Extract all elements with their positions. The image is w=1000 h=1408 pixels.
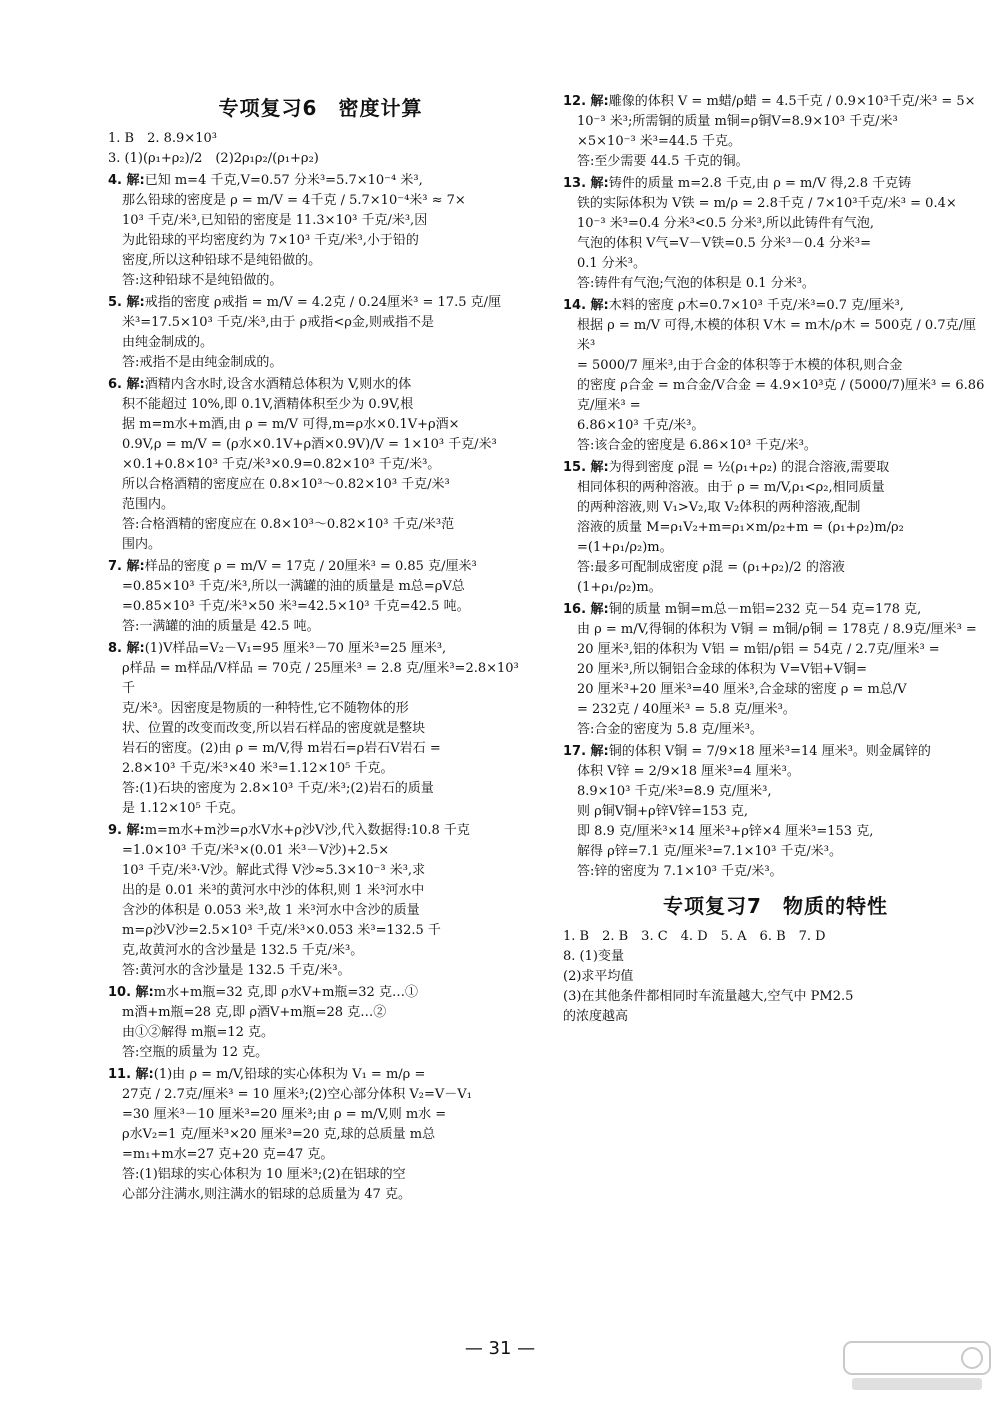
- answer-text: 答:这种铅球不是纯铅做的。: [122, 273, 283, 288]
- answer-text: m酒+m瓶=28 克,即 ρ酒V+m瓶=28 克…②: [122, 1005, 387, 1020]
- answer-line: [108, 333, 533, 353]
- answer-line: [108, 719, 533, 739]
- answer-line: [108, 1065, 533, 1085]
- question-number: 6. 解:: [108, 377, 145, 392]
- answer-text: 8. (1)变量: [563, 949, 624, 964]
- answer-line: [108, 375, 533, 395]
- answer-text: 答:锌的密度为 7.1×10³ 千克/米³。: [577, 864, 783, 879]
- answer-line: [108, 293, 533, 313]
- answer-line: [108, 941, 533, 961]
- answer-line: [563, 92, 988, 112]
- answer-line: [563, 927, 988, 947]
- question-number: 11. 解:: [108, 1067, 154, 1082]
- answer-line: [108, 1105, 533, 1125]
- answer-item: [108, 639, 533, 819]
- answer-line: [563, 822, 988, 842]
- answer-line: [108, 191, 533, 211]
- answer-text: 10³ 千克/米³,已知铅的密度是 11.3×10³ 千克/米³,因: [122, 213, 428, 228]
- answer-text: 1. B 2. B 3. C 4. D 5. A 6. B 7. D: [563, 929, 826, 944]
- answer-text: m=ρ沙V沙=2.5×10³ 千克/米³×0.053 米³=132.5 千: [122, 923, 441, 938]
- answer-line: [108, 171, 533, 191]
- answer-line: [108, 271, 533, 291]
- answer-text: = 5000/7 厘米³,由于合金的体积等于木模的体积,则合金: [577, 358, 903, 373]
- answer-text: 即 8.9 克/厘米³×14 厘米³+ρ锌×4 厘米³=153 克,: [577, 824, 874, 839]
- answer-line: [108, 983, 533, 1003]
- answer-line: [108, 313, 533, 333]
- answer-item: [563, 92, 988, 172]
- answer-text: 答:戒指不是由纯金制成的。: [122, 355, 283, 370]
- answer-line: [563, 112, 988, 132]
- answer-line: [563, 356, 988, 376]
- answer-line: [108, 1145, 533, 1165]
- answer-line: [108, 921, 533, 941]
- answer-line: [108, 841, 533, 861]
- answer-line: [108, 415, 533, 435]
- answer-text: 铜的质量 m铜=m总－m铝=232 克－54 克=178 克,: [608, 602, 922, 617]
- answer-line: [108, 739, 533, 759]
- answer-line: [108, 617, 533, 637]
- answer-text: 含沙的体积是 0.053 米³,故 1 米³河水中含沙的质量: [122, 903, 420, 918]
- answer-text: 所以合格酒精的密度应在 0.8×10³～0.82×10³ 千克/米³: [122, 477, 450, 492]
- answer-line: [563, 538, 988, 558]
- answer-text: 积不能超过 10%,即 0.1V,酒精体积至少为 0.9V,根: [122, 397, 414, 412]
- answer-item: [108, 821, 533, 981]
- answer-line: [563, 640, 988, 660]
- answer-text: 答:(1)石块的密度为 2.8×10³ 千克/米³;(2)岩石的质量: [122, 781, 434, 796]
- answer-line: [108, 495, 533, 515]
- answer-text: =0.85×10³ 千克/米³,所以一满罐的油的质量是 m总=ρV总: [122, 579, 465, 594]
- answer-text: 的密度 ρ合金 = m合金/V合金 = 4.9×10³克 / (5000/7)厘米³ = 6.86 克/厘米³ =: [577, 378, 985, 413]
- answer-text: 铁的实际体积为 V铁 = m/ρ = 2.8千克 / 7×10³千克/米³ = 0.4×: [577, 196, 957, 211]
- answer-item: [108, 293, 533, 373]
- answer-text: = 232克 / 40厘米³ = 5.8 克/厘米³。: [577, 702, 796, 717]
- answer-text: 0.9V,ρ = m/V = (ρ水×0.1V+ρ酒×0.9V)/V = 1×10³ 千克/米³: [122, 437, 497, 452]
- answer-line: [108, 1023, 533, 1043]
- answer-line: [108, 597, 533, 617]
- answer-line: [108, 535, 533, 555]
- answer-text: =0.85×10³ 千克/米³×50 米³=42.5×10³ 千克=42.5 吨。: [122, 599, 470, 614]
- answer-line: [563, 152, 988, 172]
- answer-text: 铸件的质量 m=2.8 千克,由 ρ = m/V 得,2.8 千克铸: [608, 176, 912, 191]
- answer-line: [108, 231, 533, 251]
- question-number: 10. 解:: [108, 985, 154, 1000]
- answer-line: [563, 1007, 988, 1027]
- answer-item: [108, 171, 533, 291]
- answer-line: [108, 395, 533, 415]
- answer-item: [563, 600, 988, 740]
- answer-text: 3. (1)(ρ₁+ρ₂)/2 (2)2ρ₁ρ₂/(ρ₁+ρ₂): [108, 151, 319, 166]
- answer-text: m=m水+m沙=ρ水V水+ρ沙V沙,代入数据得:10.8 千克: [144, 823, 470, 838]
- answer-text: 由 ρ = m/V,得铜的体积为 V铜 = m铜/ρ铜 = 178克 / 8.9克/厘米³ =: [577, 622, 977, 637]
- answer-text: 根据 ρ = m/V 可得,木模的体积 V木 = m木/ρ木 = 500克 / 0.7克/厘米³: [577, 318, 976, 353]
- answer-text: 戒指的密度 ρ戒指 = m/V = 4.2克 / 0.24厘米³ = 17.5 克/厘: [144, 295, 501, 310]
- answer-item: [108, 375, 533, 555]
- answer-text: 密度,所以这种铅球不是纯铅做的。: [122, 253, 322, 268]
- answer-line: [108, 515, 533, 535]
- answer-line: [108, 961, 533, 981]
- answer-text: 为得到密度 ρ混 = ½(ρ₁+ρ₂) 的混合溶液,需要取: [608, 460, 890, 475]
- answer-line: [563, 132, 988, 152]
- right-column: [563, 92, 988, 1029]
- question-number: 17. 解:: [563, 744, 609, 759]
- answer-text: 雕像的体积 V = m蜡/ρ蜡 = 4.5千克 / 0.9×10³千克/米³ = 5×: [608, 94, 976, 109]
- answer-line: [108, 639, 533, 659]
- section-title-7: 专项复习7 物质的特性: [663, 894, 888, 918]
- left-column: [108, 92, 533, 1207]
- answer-line: [108, 1043, 533, 1063]
- answer-text: 解得 ρ锌=7.1 克/厘米³=7.1×10³ 千克/米³。: [577, 844, 843, 859]
- question-number: 12. 解:: [563, 94, 609, 109]
- watermark-logo-icon: [842, 1338, 992, 1394]
- answer-line: [563, 720, 988, 740]
- answer-text: (3)在其他条件都相同时车流量越大,空气中 PM2.5: [563, 989, 854, 1004]
- answer-line: [563, 416, 988, 436]
- answer-text: ρ样品 = m样品/V样品 = 70克 / 25厘米³ = 2.8 克/厘米³=2.8×10³ 千: [122, 661, 519, 696]
- answer-line: [563, 558, 988, 578]
- answer-text: 木料的密度 ρ木=0.7×10³ 千克/米³=0.7 克/厘米³,: [608, 298, 904, 313]
- answer-text: 答:该合金的密度是 6.86×10³ 千克/米³。: [577, 438, 817, 453]
- answer-text: ×5×10⁻³ 米³=44.5 千克。: [577, 134, 741, 149]
- answer-line: [108, 659, 533, 699]
- answer-item: [563, 296, 988, 456]
- answer-text: 的两种溶液,则 V₁>V₂,取 V₂体积的两种溶液,配制: [577, 500, 861, 515]
- answer-text: 样品的密度 ρ = m/V = 17克 / 20厘米³ = 0.85 克/厘米³: [144, 559, 477, 574]
- answer-text: 那么铅球的密度是 ρ = m/V = 4千克 / 5.7×10⁻⁴米³ ≈ 7×: [122, 193, 466, 208]
- answer-line: [563, 274, 988, 294]
- answer-line: [108, 779, 533, 799]
- answer-line: [108, 577, 533, 597]
- answer-text: 体积 V锌 = 2/9×18 厘米³=4 厘米³。: [577, 764, 800, 779]
- answer-text: 27克 / 2.7克/厘米³ = 10 厘米³;(2)空心部分体积 V₂=V－V₁: [122, 1087, 472, 1102]
- answer-line: [563, 436, 988, 456]
- answer-line: [108, 557, 533, 577]
- answer-text: 10⁻³ 米³=0.4 分米³<0.5 分米³,所以此铸件有气泡,: [577, 216, 875, 231]
- answer-text: 答:至少需要 44.5 千克的铜。: [577, 154, 749, 169]
- answer-text: 由纯金制成的。: [122, 335, 214, 350]
- answer-text: ×0.1+0.8×10³ 千克/米³×0.9=0.82×10³ 千克/米³。: [122, 457, 441, 472]
- answer-line: [563, 680, 988, 700]
- question-number: 13. 解:: [563, 176, 609, 191]
- answer-text: 心部分注满水,则注满水的铝球的总质量为 47 克。: [122, 1187, 411, 1202]
- answer-line: [563, 376, 988, 416]
- answer-item: [563, 742, 988, 882]
- answer-text: 10⁻³ 米³;所需铜的质量 m铜=ρ铜V=8.9×10³ 千克/米³: [577, 114, 898, 129]
- question-number: 15. 解:: [563, 460, 609, 475]
- answer-text: =30 厘米³－10 厘米³=20 厘米³;由 ρ = m/V,则 m水 =: [122, 1107, 447, 1122]
- answer-line: [563, 762, 988, 782]
- answer-item: [108, 129, 533, 169]
- answer-line: [108, 353, 533, 373]
- answer-text: 答:铸件有气泡;气泡的体积是 0.1 分米³。: [577, 276, 815, 291]
- answer-line: [563, 478, 988, 498]
- answer-text: 6.86×10³ 千克/米³。: [577, 418, 705, 433]
- answer-line: [563, 742, 988, 762]
- answer-text: 为此铅球的平均密度约为 7×10³ 千克/米³,小于铅的: [122, 233, 419, 248]
- question-number: 9. 解:: [108, 823, 145, 838]
- answer-item: [108, 983, 533, 1063]
- answer-line: [108, 901, 533, 921]
- answer-line: [108, 211, 533, 231]
- answer-text: (1)V样品=V₂－V₁=95 厘米³－70 厘米³=25 厘米³,: [144, 641, 447, 656]
- answer-line: [563, 700, 988, 720]
- answer-text: 是 1.12×10⁵ 千克。: [122, 801, 244, 816]
- answer-text: 答:合金的密度为 5.8 克/厘米³。: [577, 722, 763, 737]
- answer-text: m水+m瓶=32 克,即 ρ水V+m瓶=32 克…①: [153, 985, 418, 1000]
- answer-line: [108, 1185, 533, 1205]
- answer-text: 0.1 分米³。: [577, 256, 647, 271]
- answer-text: 的浓度越高: [563, 1009, 629, 1024]
- answer-text: (2)求平均值: [563, 969, 634, 984]
- answer-line: [563, 620, 988, 640]
- answer-line: [108, 1165, 533, 1185]
- answer-text: 岩石的密度。(2)由 ρ = m/V,得 m岩石=ρ岩石V岩石 =: [122, 741, 441, 756]
- answer-line: [108, 1125, 533, 1145]
- answer-item: [108, 1065, 533, 1205]
- answer-line: [563, 296, 988, 316]
- question-number: 7. 解:: [108, 559, 145, 574]
- answer-text: 答:空瓶的质量为 12 克。: [122, 1045, 269, 1060]
- answer-item: [563, 458, 988, 598]
- answer-text: 由①②解得 m瓶=12 克。: [122, 1025, 275, 1040]
- answer-text: 克/米³。因密度是物质的一种特性,它不随物体的形: [122, 701, 409, 716]
- answer-text: 1. B 2. 8.9×10³: [108, 131, 217, 146]
- answer-line: [563, 518, 988, 538]
- answer-text: ρ水V₂=1 克/厘米³×20 厘米³=20 克,球的总质量 m总: [122, 1127, 436, 1142]
- answer-line: [108, 435, 533, 455]
- answer-text: 8.9×10³ 千克/米³=8.9 克/厘米³,: [577, 784, 772, 799]
- answer-line: [563, 987, 988, 1007]
- answer-text: 20 厘米³,铝的体积为 V铝 = m铝/ρ铝 = 54克 / 2.7克/厘米³ =: [577, 642, 940, 657]
- answer-line: [108, 861, 533, 881]
- answer-text: 答:合格酒精的密度应在 0.8×10³～0.82×10³ 千克/米³范: [122, 517, 455, 532]
- answer-text: 米³=17.5×10³ 千克/米³,由于 ρ戒指<ρ金,则戒指不是: [122, 315, 434, 330]
- answer-line: [563, 947, 988, 967]
- question-number: 14. 解:: [563, 298, 609, 313]
- answer-line: [108, 799, 533, 819]
- answer-text: =(1+ρ₁/ρ₂)m。: [577, 540, 673, 555]
- answer-line: [563, 660, 988, 680]
- answer-text: (1+ρ₁/ρ₂)m。: [577, 580, 662, 595]
- answer-text: 溶液的质量 M=ρ₁V₂+m=ρ₁×m/ρ₂+m = (ρ₁+ρ₂)m/ρ₂: [577, 520, 904, 535]
- left-answers: [108, 129, 533, 1205]
- answer-text: 气泡的体积 V气=V－V铁=0.5 分米³－0.4 分米³=: [577, 236, 872, 251]
- answer-line: [108, 129, 533, 149]
- answer-line: [108, 881, 533, 901]
- answer-text: 答:最多可配制成密度 ρ混 = (ρ₁+ρ₂)/2 的溶液: [577, 560, 845, 575]
- answer-item: [563, 174, 988, 294]
- answer-text: 状、位置的改变而改变,所以岩石样品的密度就是整块: [122, 721, 426, 736]
- answer-line: [563, 194, 988, 214]
- answer-text: 20 厘米³,所以铜铝合金球的体积为 V=V铝+V铜=: [577, 662, 867, 677]
- answer-line: [108, 1085, 533, 1105]
- answer-text: (1)由 ρ = m/V,铅球的实心体积为 V₁ = m/ρ =: [153, 1067, 426, 1082]
- answer-line: [563, 782, 988, 802]
- answer-text: 出的是 0.01 米³的黄河水中沙的体积,则 1 米³河水中: [122, 883, 425, 898]
- answer-line: [563, 234, 988, 254]
- answer-text: 则 ρ铜V铜+ρ锌V锌=153 克,: [577, 804, 749, 819]
- answer-text: 酒精内含水时,设含水酒精总体积为 V,则水的体: [144, 377, 412, 392]
- answer-line: [563, 802, 988, 822]
- answer-line: [563, 967, 988, 987]
- right-answers: [563, 92, 988, 882]
- question-number: 16. 解:: [563, 602, 609, 617]
- answer-line: [108, 1003, 533, 1023]
- answer-text: 据 m=m水+m酒,由 ρ = m/V 可得,m=ρ水×0.1V+ρ酒×: [122, 417, 460, 432]
- answer-line: [563, 600, 988, 620]
- page-number: — 31 —: [464, 1338, 536, 1359]
- answer-text: =1.0×10³ 千克/米³×(0.01 米³－V沙)+2.5×: [122, 843, 390, 858]
- answer-line: [108, 455, 533, 475]
- answer-text: 相同体积的两种溶液。由于 ρ = m/V,ρ₁<ρ₂,相同质量: [577, 480, 885, 495]
- section-title-6: 专项复习6 密度计算: [218, 96, 423, 120]
- answer-text: 范围内。: [122, 497, 175, 512]
- answer-text: =m₁+m水=27 克+20 克=47 克。: [122, 1147, 334, 1162]
- answer-line: [563, 316, 988, 356]
- answer-line: [563, 862, 988, 882]
- answer-text: 2.8×10³ 千克/米³×40 米³=1.12×10⁵ 千克。: [122, 761, 394, 776]
- answer-text: 已知 m=4 千克,V=0.57 分米³=5.7×10⁻⁴ 米³,: [144, 173, 423, 188]
- answer-text: 答:(1)铝球的实心体积为 10 厘米³;(2)在铝球的空: [122, 1167, 406, 1182]
- answer-line: [563, 214, 988, 234]
- right-answers-2: [563, 927, 988, 1027]
- answer-text: 20 厘米³+20 厘米³=40 厘米³,合金球的密度 ρ = m总/V: [577, 682, 907, 697]
- answer-line: [563, 842, 988, 862]
- answer-line: [108, 251, 533, 271]
- answer-item: [108, 557, 533, 637]
- answer-text: 铜的体积 V铜 = 7/9×18 厘米³=14 厘米³。则金属锌的: [608, 744, 931, 759]
- answer-text: 克,故黄河水的含沙量是 132.5 千克/米³。: [122, 943, 364, 958]
- question-number: 4. 解:: [108, 173, 145, 188]
- answer-line: [108, 759, 533, 779]
- answer-line: [563, 578, 988, 598]
- answer-text: 10³ 千克/米³·V沙。解此式得 V沙≈5.3×10⁻³ 米³,求: [122, 863, 426, 878]
- answer-line: [563, 458, 988, 478]
- answer-text: 答:一满罐的油的质量是 42.5 吨。: [122, 619, 320, 634]
- question-number: 8. 解:: [108, 641, 145, 656]
- answer-text: 围内。: [122, 537, 162, 552]
- answer-line: [563, 498, 988, 518]
- answer-line: [108, 475, 533, 495]
- answer-item: [563, 927, 988, 1027]
- answer-line: [563, 254, 988, 274]
- answer-line: [108, 821, 533, 841]
- answer-line: [108, 699, 533, 719]
- answer-text: 答:黄河水的含沙量是 132.5 千克/米³。: [122, 963, 351, 978]
- question-number: 5. 解:: [108, 295, 145, 310]
- answer-line: [108, 149, 533, 169]
- answer-line: [563, 174, 988, 194]
